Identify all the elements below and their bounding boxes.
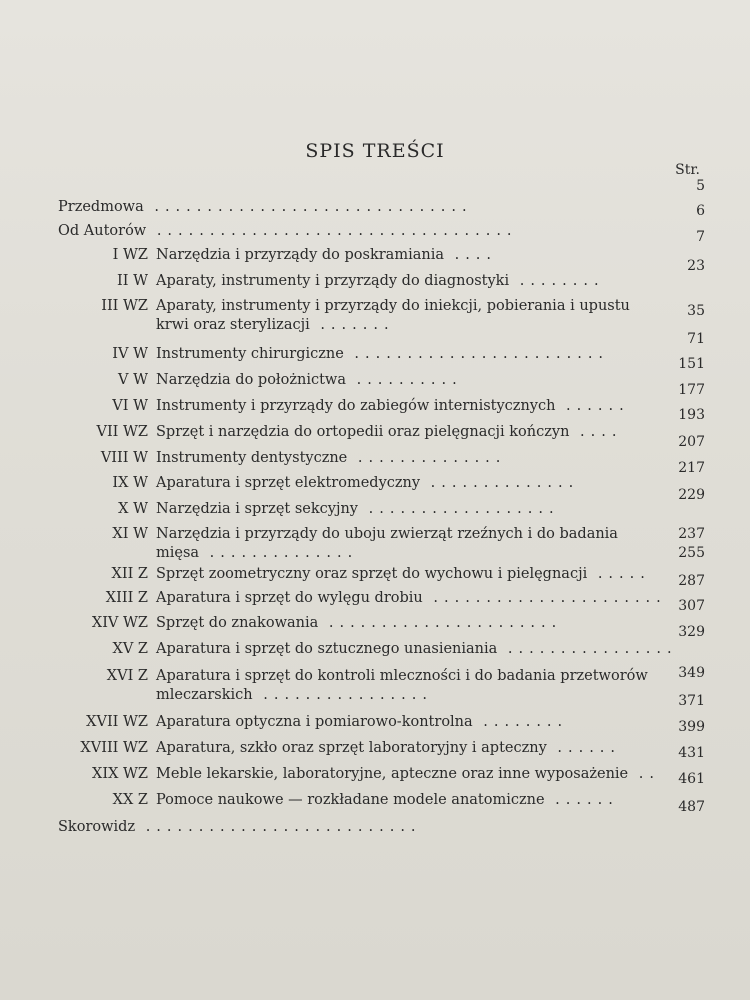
chapter-title: Aparatura, szkło oraz sprzęt laboratoryjny i apteczny [156, 740, 547, 756]
chapter-title: Aparatura i sprzęt do kontroli mleczności i do badania przetworów [156, 668, 648, 684]
page-number: 307 [678, 598, 705, 614]
toc-entry [40, 423, 680, 442]
leader-dots: ........ [509, 273, 605, 289]
leader-dots: .... [443, 247, 498, 263]
chapter-title: Pomoce naukowe — rozkładane modele anatomiczne [156, 792, 545, 808]
leader-dots: .. [628, 766, 660, 782]
toc-entry [40, 565, 680, 584]
chapter-number: I WZ [112, 247, 148, 263]
chapter-title: Narzędzia i przyrządy do uboju zwierząt rzeźnych i do badania [156, 526, 618, 542]
toc-entry [40, 713, 680, 732]
page-number: 399 [678, 719, 705, 735]
chapter-number: XV Z [112, 641, 148, 657]
leader-dots: ................ [252, 687, 433, 703]
chapter-number: XII Z [111, 566, 148, 582]
toc-entry [40, 667, 680, 705]
page-number: 255 [678, 545, 705, 561]
leader-dots: .......... [345, 372, 463, 388]
page-number: 329 [678, 624, 705, 640]
chapter-title-continuation: mięsa .............. [156, 545, 359, 561]
leader-dots: ...... [555, 398, 630, 414]
chapter-title: Skorowidz [58, 819, 136, 835]
chapter-number: III WZ [101, 298, 148, 314]
page-number: 177 [678, 382, 705, 398]
chapter-number: XI W [112, 526, 148, 542]
page-number: 217 [678, 460, 705, 476]
chapter-number: XIV WZ [91, 615, 148, 631]
chapter-title: Narzędzia do położnictwa [156, 372, 346, 388]
page-number: 461 [678, 771, 705, 787]
page-number: 7 [696, 229, 705, 245]
toc-entry [40, 791, 680, 810]
leader-dots: ...... [546, 740, 622, 756]
page-number: 371 [678, 693, 705, 709]
page-number: 229 [678, 487, 705, 503]
chapter-number: XIII Z [105, 590, 148, 606]
page-number: 5 [696, 178, 705, 194]
page-number: 207 [678, 434, 705, 450]
toc-entry [40, 739, 680, 758]
chapter-title: Sprzęt i narzędzia do ortopedii oraz pielęgnacji kończyn [156, 424, 570, 440]
leader-dots: .............. [347, 450, 507, 466]
toc-entry [40, 589, 680, 608]
chapter-title: Aparatura i sprzęt elektromedyczny [156, 475, 421, 491]
chapter-title: Aparatura i sprzęt do wylęgu drobiu [156, 590, 423, 606]
toc-entry [40, 397, 680, 416]
leader-dots: .... [569, 424, 623, 440]
leader-dots: ........................ [343, 346, 610, 362]
chapter-number: XVI Z [106, 668, 148, 684]
toc-entry [40, 222, 680, 241]
chapter-title: Meble lekarskie, laboratoryjne, apteczne oraz inne wyposażenie [156, 766, 629, 782]
chapter-title: Aparatura i sprzęt do sztucznego unasieniania [156, 641, 498, 657]
toc-entry [40, 246, 680, 265]
chapter-number: IX W [112, 475, 148, 491]
leader-dots: ........ [472, 714, 569, 730]
chapter-title: Od Autorów [58, 223, 147, 239]
leader-dots: ...... [544, 792, 619, 808]
chapter-title: Aparatura optyczna i pomiarowo-kontrolna [156, 714, 473, 730]
page-number: 6 [696, 203, 705, 219]
chapter-number: V W [118, 372, 148, 388]
toc-entry [40, 272, 680, 291]
chapter-title: Instrumenty i przyrządy do zabiegów internistycznych [156, 398, 556, 414]
page-number: 487 [678, 799, 705, 815]
toc-entry [40, 474, 680, 493]
chapter-title: Instrumenty dentystyczne [156, 450, 348, 466]
chapter-number: IV W [112, 346, 148, 362]
chapter-number: VIII W [100, 450, 148, 466]
chapter-title: Przedmowa [58, 199, 144, 215]
chapter-title: Sprzęt do znakowania [156, 615, 319, 631]
page-number: 193 [678, 407, 705, 423]
chapter-title: Aparaty, instrumenty i przyrządy do diagnostyki [156, 273, 510, 289]
leader-dots: ....... [309, 317, 395, 333]
page-number: 35 [687, 303, 705, 319]
toc-entry [40, 371, 680, 390]
page-number: 151 [678, 356, 705, 372]
chapter-number: XVII WZ [86, 714, 148, 730]
leader-dots: .......................... [135, 819, 422, 835]
leader-dots: ................ [497, 641, 678, 657]
chapter-title-continuation: krwi oraz sterylizacji ....... [156, 317, 395, 333]
chapter-title: Narzędzia i sprzęt sekcyjny [156, 501, 359, 517]
toc-entry [40, 765, 680, 784]
page-title: SPIS TREŚCI [305, 140, 445, 162]
leader-dots: .................................. [146, 223, 518, 239]
chapter-title: Narzędzia i przyrządy do poskramiania [156, 247, 444, 263]
chapter-number: XVIII WZ [80, 740, 148, 756]
chapter-number: VI W [112, 398, 148, 414]
leader-dots: .............. [420, 475, 580, 491]
toc-entry [40, 345, 680, 364]
page-number: 287 [678, 573, 705, 589]
toc-entry [40, 297, 680, 335]
page-number: 23 [687, 258, 705, 274]
chapter-number: XIX WZ [92, 766, 148, 782]
toc-entry [40, 818, 680, 837]
toc-entry [40, 525, 680, 563]
toc-entry [40, 449, 680, 468]
chapter-number: X W [118, 501, 148, 517]
leader-dots: .............................. [143, 199, 473, 215]
chapter-number: VII WZ [96, 424, 148, 440]
page-column-header: Str. [675, 162, 700, 178]
leader-dots: .................. [358, 501, 560, 517]
toc-entry [40, 640, 680, 659]
chapter-title: Instrumenty chirurgiczne [156, 346, 344, 362]
page-number: 349 [678, 665, 705, 681]
chapter-title: Sprzęt zoometryczny oraz sprzęt do wychowu i pielęgnacji [156, 566, 588, 582]
chapter-number: XX Z [112, 792, 148, 808]
chapter-title: Aparaty, instrumenty i przyrządy do iniekcji, pobierania i upustu [156, 298, 630, 314]
leader-dots: ..... [587, 566, 651, 582]
page-number: 237 [678, 526, 705, 542]
toc-entry [40, 614, 680, 633]
toc-entry [40, 198, 680, 217]
leader-dots: .............. [199, 545, 359, 561]
leader-dots: ...................... [422, 590, 667, 606]
leader-dots: ...................... [318, 615, 563, 631]
page-number: 431 [678, 745, 705, 761]
page-number: 71 [687, 331, 705, 347]
chapter-title-continuation: mleczarskich ................ [156, 687, 433, 703]
toc-entry [40, 500, 680, 519]
chapter-number: II W [117, 273, 148, 289]
